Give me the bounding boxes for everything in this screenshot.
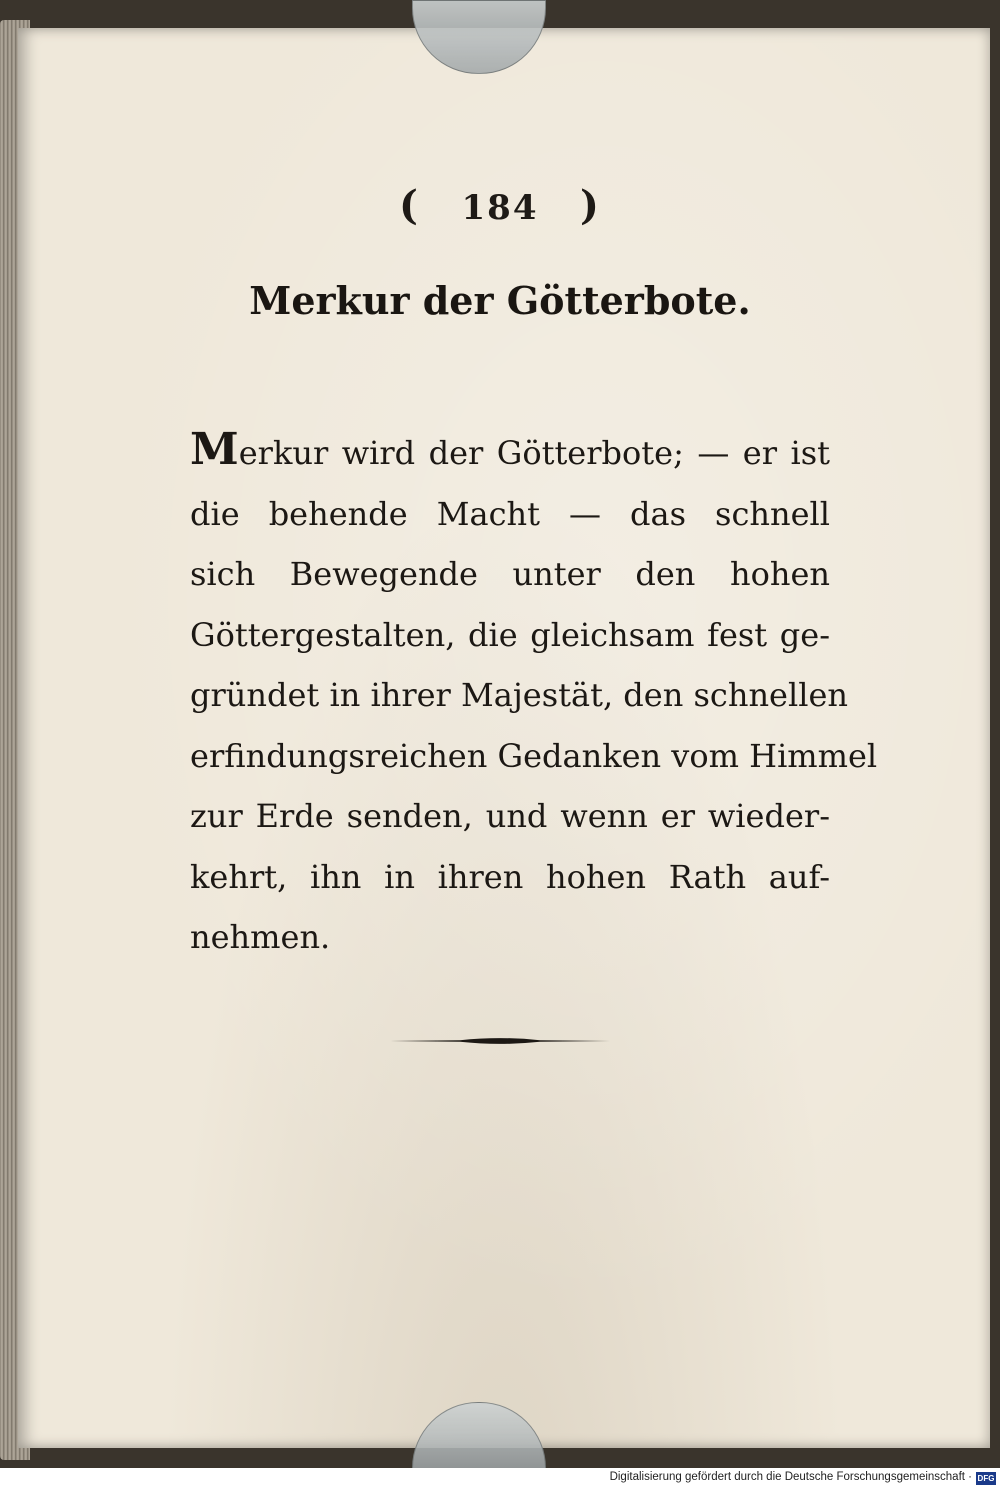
- drop-initial: M: [190, 424, 239, 475]
- text-line: kehrt, ihn in ihren hohen Rath auf-: [190, 857, 830, 896]
- page-number-close-paren: ): [580, 182, 601, 229]
- text-line: Merkur wird der Götterbote; — er ist: [190, 424, 830, 475]
- section-heading: Merkur der Götterbote.: [249, 278, 751, 323]
- page-number: [0, 182, 1000, 229]
- page-number-value: 184: [461, 188, 539, 228]
- text-line: gründet in ihrer Majestät, den schnellen: [190, 676, 848, 714]
- text-line: die behende Macht — das schnell: [190, 494, 830, 533]
- footer-credit: Digitalisierung gefördert durch die Deutsche Forschungsgemeinschaft ·: [609, 1471, 972, 1483]
- page-number-open-paren: (: [399, 182, 420, 229]
- text-line: Göttergestalten, die gleichsam fest ge-: [190, 615, 830, 654]
- divider-ornament: [390, 1034, 610, 1048]
- text-line: sich Bewegende unter den hohen: [190, 555, 830, 593]
- text-line: nehmen.: [190, 918, 331, 956]
- body-paragraph: [190, 420, 878, 968]
- text-line: zur Erde senden, und wenn er wieder-: [190, 797, 830, 835]
- digitization-footer: [0, 1468, 1000, 1490]
- text-line: erfindungsreichen Gedanken vom Himmel: [190, 736, 878, 775]
- dfg-logo: DFG: [977, 1474, 995, 1483]
